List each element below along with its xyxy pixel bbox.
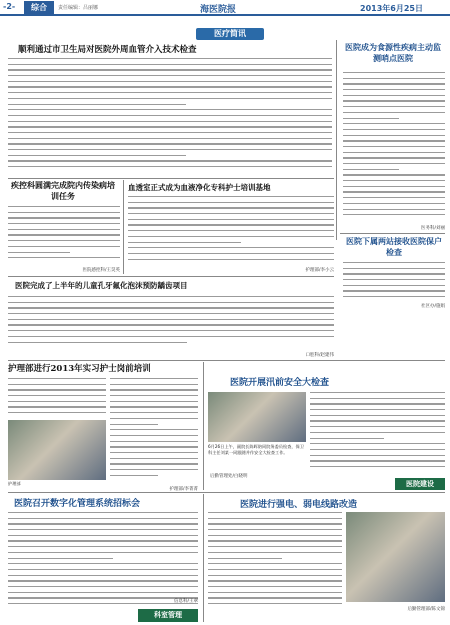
text-line	[343, 296, 445, 297]
text-line	[343, 191, 445, 192]
article-5-title-text: 医院下属两站接收医院保户检查	[346, 236, 442, 257]
text-line	[310, 420, 445, 421]
article-4-byline: 护理部/李小云	[305, 268, 334, 273]
text-line	[8, 523, 198, 524]
text-line	[110, 412, 198, 413]
text-line	[128, 236, 334, 237]
text-line	[310, 415, 445, 416]
article-9-title: 医院召开数字化管理系统招标会	[14, 499, 141, 509]
article-2-title-text: 医院成为食源性疾病主动监测哨点医院	[345, 42, 441, 63]
text-line	[343, 163, 445, 164]
text-line	[310, 403, 445, 404]
article-6-title: 医院完成了上半年的儿童孔牙氟化泡沫预防龋齿项目	[15, 281, 188, 290]
column-rule-2	[123, 180, 124, 274]
article-4-body	[128, 196, 334, 266]
text-line	[343, 83, 445, 84]
text-line	[128, 202, 334, 203]
article-7-photo	[8, 420, 106, 480]
text-line	[343, 180, 445, 181]
text-line	[8, 586, 198, 587]
banner-hospital-construction: 医院建设	[395, 478, 445, 490]
text-line	[208, 558, 282, 559]
article-2-byline: 医务科/刘丽	[420, 226, 445, 231]
text-line	[128, 253, 334, 254]
text-line	[343, 72, 445, 73]
text-line	[8, 149, 332, 150]
text-line	[310, 392, 445, 393]
divider-mid	[8, 276, 334, 277]
issue-date: 2013年6月25日	[360, 4, 423, 13]
divider-4	[8, 492, 445, 493]
text-line	[128, 196, 334, 197]
article-3-title	[8, 180, 118, 202]
text-line	[310, 443, 445, 444]
text-line	[8, 223, 120, 224]
article-10-title: 医院进行强电、弱电线路改造	[240, 500, 358, 510]
article-5-body	[343, 262, 445, 302]
text-line	[8, 155, 186, 156]
text-line	[8, 252, 70, 253]
text-line	[110, 395, 198, 396]
text-line	[8, 229, 120, 230]
text-line	[343, 146, 445, 147]
text-line	[343, 78, 445, 79]
text-line	[343, 290, 445, 291]
article-8-byline: 后勤管理处/白晓明	[210, 474, 248, 479]
text-line	[128, 213, 334, 214]
text-line	[8, 138, 332, 139]
column-rule	[336, 40, 337, 240]
text-line	[208, 535, 342, 536]
article-9-byline: 信息科/王翠	[173, 599, 198, 604]
text-line	[8, 412, 106, 413]
text-line	[8, 592, 198, 593]
article-7-body-2	[110, 378, 198, 486]
article-10-byline: 后勤管理部/陈文锦	[407, 607, 445, 612]
text-line	[8, 86, 332, 87]
text-line	[110, 452, 198, 453]
article-9-body	[8, 512, 198, 610]
text-line	[110, 424, 158, 425]
text-line	[8, 58, 332, 59]
text-line	[8, 246, 120, 247]
section-divider	[8, 178, 334, 179]
text-line	[343, 135, 445, 136]
text-line	[310, 432, 445, 433]
text-line	[310, 460, 445, 461]
divider-3	[8, 360, 445, 361]
page-number: -2-	[3, 2, 16, 11]
text-line	[343, 169, 399, 170]
article-2-title	[343, 42, 443, 64]
text-line	[8, 535, 198, 536]
article-3-body	[8, 206, 120, 266]
article-7-caption: 护理部	[8, 481, 21, 486]
text-line	[8, 324, 334, 325]
text-line	[128, 207, 334, 208]
article-3-byline: 医院感控科/王昊英	[82, 268, 120, 273]
column-rule-3	[203, 362, 204, 490]
article-1-body	[8, 58, 332, 176]
text-line	[343, 129, 445, 130]
text-line	[310, 438, 384, 439]
text-line	[8, 104, 186, 105]
text-line	[343, 214, 445, 215]
text-line	[343, 197, 445, 198]
text-line	[343, 174, 445, 175]
text-line	[110, 458, 198, 459]
text-line	[208, 597, 342, 598]
text-line	[343, 140, 445, 141]
text-line	[110, 384, 198, 385]
text-line	[8, 518, 198, 519]
text-line	[343, 268, 445, 269]
text-line	[343, 262, 445, 263]
text-line	[8, 143, 332, 144]
text-line	[8, 395, 106, 396]
text-line	[208, 586, 342, 587]
banner-science-management: 科室管理	[138, 609, 198, 622]
text-line	[8, 384, 106, 385]
text-line	[128, 259, 334, 260]
text-line	[8, 257, 120, 258]
banner-medical-news: 医疗简讯	[196, 28, 264, 40]
text-line	[8, 546, 198, 547]
text-line	[310, 426, 445, 427]
text-line	[208, 529, 342, 530]
text-line	[343, 100, 445, 101]
article-8-photo	[208, 392, 306, 442]
text-line	[343, 209, 445, 210]
text-line	[343, 95, 445, 96]
text-line	[110, 389, 198, 390]
section-label: 综合	[24, 1, 54, 14]
text-line	[208, 540, 342, 541]
text-line	[310, 398, 445, 399]
text-line	[208, 523, 342, 524]
text-line	[343, 273, 445, 274]
article-6-byline: 口腔科/赵建伟	[305, 353, 334, 358]
text-line	[8, 69, 332, 70]
article-10-body	[208, 512, 342, 610]
text-line	[110, 401, 198, 402]
text-line	[128, 247, 334, 248]
text-line	[8, 307, 334, 308]
paper-name: 海医院报	[200, 5, 237, 15]
text-line	[310, 409, 445, 410]
text-line	[8, 109, 332, 110]
text-line	[8, 401, 106, 402]
text-line	[208, 569, 342, 570]
editors-line: 责任编辑：吕丽娜	[58, 5, 99, 11]
text-line	[8, 558, 113, 559]
text-line	[8, 580, 198, 581]
text-line	[208, 563, 342, 564]
text-line	[208, 575, 342, 576]
text-line	[8, 540, 198, 541]
text-line	[343, 157, 445, 158]
text-line	[110, 463, 198, 464]
text-line	[8, 378, 106, 379]
text-line	[8, 552, 198, 553]
article-2-body	[343, 72, 445, 222]
text-line	[343, 279, 445, 280]
text-line	[8, 132, 332, 133]
text-line	[8, 296, 334, 297]
text-line	[8, 75, 332, 76]
article-7-body	[8, 378, 106, 418]
text-line	[343, 186, 445, 187]
text-line	[343, 106, 445, 107]
text-line	[128, 224, 334, 225]
text-line	[208, 512, 342, 513]
text-line	[8, 342, 187, 343]
text-line	[208, 603, 342, 604]
text-line	[8, 217, 120, 218]
text-line	[8, 206, 120, 207]
text-line	[310, 455, 445, 456]
text-line	[8, 240, 120, 241]
article-10-photo	[346, 512, 445, 602]
article-7-byline: 护理部/李菁菁	[169, 487, 198, 492]
text-line	[343, 285, 445, 286]
text-line	[8, 563, 198, 564]
text-line	[128, 242, 241, 243]
text-line	[8, 160, 332, 161]
text-line	[343, 123, 445, 124]
text-line	[8, 302, 334, 303]
text-line	[110, 406, 198, 407]
article-1-title: 顺利通过市卫生局对医院外周血管介入技术检查	[18, 45, 197, 55]
text-line	[128, 219, 334, 220]
text-line	[8, 81, 332, 82]
text-line	[8, 64, 332, 65]
text-line	[8, 234, 120, 235]
text-line	[110, 378, 198, 379]
text-line	[8, 115, 332, 116]
text-line	[110, 418, 198, 419]
text-line	[110, 469, 198, 470]
text-line	[208, 546, 342, 547]
article-5-byline: 社区办/施娟	[420, 304, 445, 309]
text-line	[128, 230, 334, 231]
text-line	[110, 429, 198, 430]
article-8-title: 医院开展汛前安全大检查	[230, 378, 330, 388]
article-3-title-text: 疾控科圆满完成院内传染病培训任务	[11, 180, 115, 201]
text-line	[208, 592, 342, 593]
text-line	[8, 389, 106, 390]
text-line	[8, 126, 332, 127]
text-line	[110, 441, 198, 442]
text-line	[8, 121, 332, 122]
article-7-title: 护理部进行2013年实习护士岗前培训	[8, 364, 151, 374]
text-line	[8, 212, 120, 213]
text-line	[8, 336, 334, 337]
article-8-body	[310, 392, 445, 477]
article-8-caption: 6月26日上午，副院长陈晖陪同院务委员检查，保卫科主任刘某一同跟随并作安全大检查工作。	[208, 444, 304, 455]
text-line	[343, 89, 445, 90]
text-line	[310, 466, 445, 467]
text-line	[343, 118, 399, 119]
article-4-title: 血透室正式成为血液净化专科护士培训基地	[128, 183, 271, 192]
text-line	[8, 319, 334, 320]
text-line	[110, 446, 198, 447]
text-line	[8, 166, 332, 167]
text-line	[8, 313, 334, 314]
text-line	[8, 529, 198, 530]
text-line	[208, 518, 342, 519]
text-line	[310, 449, 445, 450]
text-line	[343, 112, 445, 113]
text-line	[110, 435, 198, 436]
text-line	[208, 552, 342, 553]
article-6-body	[8, 296, 334, 348]
text-line	[208, 580, 342, 581]
article-5-title	[343, 236, 445, 258]
text-line	[343, 152, 445, 153]
text-line	[8, 330, 334, 331]
text-line	[8, 406, 106, 407]
text-line	[8, 569, 198, 570]
text-line	[8, 92, 332, 93]
text-line	[8, 512, 198, 513]
text-line	[8, 98, 332, 99]
text-line	[343, 203, 445, 204]
text-line	[8, 575, 198, 576]
column-rule-4	[203, 494, 204, 622]
text-line	[110, 475, 158, 476]
divider-right	[340, 233, 445, 234]
